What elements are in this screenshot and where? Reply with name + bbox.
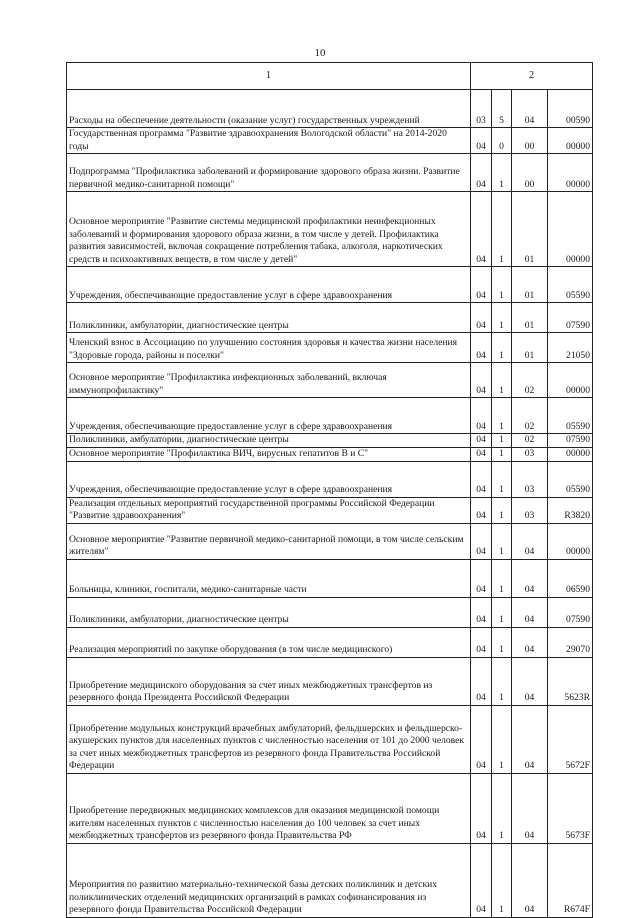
row-name: Основное мероприятие "Развитие системы медицинской профилактики неинфекционных заболеваний и формирования здорового образа жизни, в том числе у детей. Профилактика развития зависимостей, включая сокращение потребления табака, алкоголя, наркотических средств и психоактивных веществ, в том числе у детей" <box>67 192 471 267</box>
code-activity: 02 <box>512 398 548 434</box>
code-direction: 21050 <box>548 333 593 363</box>
code-program: 1 <box>492 773 512 843</box>
code-activity: 04 <box>512 90 548 128</box>
row-name: Учреждения, обеспечивающие предоставление услуг в сфере здравоохранения <box>67 267 471 303</box>
code-activity: 01 <box>512 192 548 267</box>
table-row <box>67 843 593 917</box>
row-name: Больницы, клиники, госпитали, медико-санитарные части <box>67 559 471 597</box>
code-activity: 04 <box>512 597 548 627</box>
code-direction: 05590 <box>548 267 593 303</box>
row-name: Приобретение медицинского оборудования за счет иных межбюджетных трансфертов из резервного фонда Президента Российской Федерации <box>67 657 471 705</box>
code-section: 04 <box>471 333 492 363</box>
header-col-2: 2 <box>471 63 593 90</box>
table-row <box>67 303 593 333</box>
code-direction: 00000 <box>548 447 593 461</box>
code-direction: 5673F <box>548 773 593 843</box>
code-direction: 07590 <box>548 597 593 627</box>
row-name: Поликлиники, амбулатории, диагностические центры <box>67 303 471 333</box>
code-program: 1 <box>492 192 512 267</box>
code-program: 1 <box>492 843 512 917</box>
code-program: 1 <box>492 523 512 559</box>
code-program: 1 <box>492 447 512 461</box>
code-activity: 01 <box>512 267 548 303</box>
table-row <box>67 154 593 192</box>
code-section: 04 <box>471 705 492 773</box>
code-direction: 07590 <box>548 303 593 333</box>
code-program: 1 <box>492 627 512 657</box>
code-program: 5 <box>492 90 512 128</box>
table-row <box>67 559 593 597</box>
row-name: Членский взнос в Ассоциацию по улучшению состояния здоровья и качества жизни населения "Здоровые города, районы и поселки" <box>67 333 471 363</box>
code-activity: 02 <box>512 363 548 398</box>
code-program: 1 <box>492 398 512 434</box>
table-row <box>67 773 593 843</box>
code-direction: 00000 <box>548 154 593 192</box>
row-name: Мероприятия по развитию материально-технической базы детских поликлиник и детских поликлинических отделений медицинских организаций в рамках софинансирования из резервного фонда Правительства Российской Федерации <box>67 843 471 917</box>
code-direction: 5672F <box>548 705 593 773</box>
code-activity: 03 <box>512 461 548 497</box>
budget-table-body <box>67 63 593 918</box>
code-activity: 04 <box>512 627 548 657</box>
row-name: Основное мероприятие "Развитие первичной медико-санитарной помощи, в том числе сельским жителям" <box>67 523 471 559</box>
code-section: 04 <box>471 627 492 657</box>
code-section: 04 <box>471 461 492 497</box>
code-program: 1 <box>492 705 512 773</box>
table-row <box>67 627 593 657</box>
code-direction: 05590 <box>548 398 593 434</box>
code-section: 04 <box>471 523 492 559</box>
code-activity: 03 <box>512 497 548 523</box>
code-section: 04 <box>471 192 492 267</box>
code-section: 04 <box>471 447 492 461</box>
table-row <box>67 705 593 773</box>
code-direction: 07590 <box>548 434 593 448</box>
table-header-row <box>67 63 593 90</box>
code-activity: 04 <box>512 657 548 705</box>
code-activity: 04 <box>512 523 548 559</box>
code-program: 1 <box>492 597 512 627</box>
row-name: Поликлиники, амбулатории, диагностические центры <box>67 597 471 627</box>
row-name: Государственная программа "Развитие здравоохранения Вологодской области" на 2014-2020 годы <box>67 128 471 154</box>
table-row <box>67 497 593 523</box>
code-direction: 00000 <box>548 363 593 398</box>
code-activity: 03 <box>512 447 548 461</box>
code-direction: 05590 <box>548 461 593 497</box>
code-program: 1 <box>492 363 512 398</box>
code-direction: 00000 <box>548 128 593 154</box>
code-program: 0 <box>492 128 512 154</box>
code-activity: 01 <box>512 303 548 333</box>
code-activity: 04 <box>512 843 548 917</box>
code-section: 04 <box>471 773 492 843</box>
code-direction: 00590 <box>548 90 593 128</box>
table-row <box>67 90 593 128</box>
code-section: 03 <box>471 90 492 128</box>
code-section: 04 <box>471 843 492 917</box>
code-program: 1 <box>492 461 512 497</box>
row-name: Поликлиники, амбулатории, диагностические центры <box>67 434 471 448</box>
code-program: 1 <box>492 267 512 303</box>
table-row <box>67 434 593 448</box>
row-name: Основное мероприятие "Профилактика инфекционных заболеваний, включая иммунопрофилактику" <box>67 363 471 398</box>
code-section: 04 <box>471 154 492 192</box>
code-section: 04 <box>471 559 492 597</box>
page-number: 10 <box>314 47 326 59</box>
code-section: 04 <box>471 267 492 303</box>
row-name: Реализация отдельных мероприятий государственной программы Российской Федерации "Развитие здравоохранения" <box>67 497 471 523</box>
table-row <box>67 192 593 267</box>
code-direction: 06590 <box>548 559 593 597</box>
row-name: Расходы на обеспечение деятельности (оказание услуг) государственных учреждений <box>67 90 471 128</box>
table-row <box>67 128 593 154</box>
code-section: 04 <box>471 398 492 434</box>
header-col-1: 1 <box>67 63 471 90</box>
code-program: 1 <box>492 303 512 333</box>
code-program: 1 <box>492 497 512 523</box>
code-program: 1 <box>492 434 512 448</box>
row-name: Основное мероприятие "Профилактика ВИЧ, вирусных гепатитов В и С" <box>67 447 471 461</box>
table-row <box>67 398 593 434</box>
code-direction: R3820 <box>548 497 593 523</box>
code-direction: 00000 <box>548 523 593 559</box>
code-activity: 01 <box>512 333 548 363</box>
table-row <box>67 657 593 705</box>
table-row <box>67 523 593 559</box>
row-name: Приобретение передвижных медицинских комплексов для оказания медицинской помощи жителям населенных пунктов с численностью населения до 100 человек за счет иных межбюджетных трансфертов из резервного фонда Правительства РФ <box>67 773 471 843</box>
table-row <box>67 267 593 303</box>
code-direction: 29070 <box>548 627 593 657</box>
code-section: 04 <box>471 128 492 154</box>
code-program: 1 <box>492 333 512 363</box>
table-row <box>67 447 593 461</box>
code-activity: 00 <box>512 128 548 154</box>
code-activity: 04 <box>512 705 548 773</box>
code-section: 04 <box>471 363 492 398</box>
code-program: 1 <box>492 154 512 192</box>
code-section: 04 <box>471 497 492 523</box>
code-direction: 00000 <box>548 192 593 267</box>
code-section: 04 <box>471 597 492 627</box>
budget-table <box>66 62 593 918</box>
code-section: 04 <box>471 434 492 448</box>
code-program: 1 <box>492 559 512 597</box>
row-name: Подпрограмма "Профилактика заболеваний и формирование здорового образа жизни. Развитие первичной медико-санитарной помощи" <box>67 154 471 192</box>
table-row <box>67 333 593 363</box>
code-activity: 00 <box>512 154 548 192</box>
table-row <box>67 597 593 627</box>
code-program: 1 <box>492 657 512 705</box>
code-activity: 04 <box>512 773 548 843</box>
row-name: Учреждения, обеспечивающие предоставление услуг в сфере здравоохранения <box>67 461 471 497</box>
row-name: Реализация мероприятий по закупке оборудования (в том числе медицинского) <box>67 627 471 657</box>
code-direction: 5623R <box>548 657 593 705</box>
code-activity: 04 <box>512 559 548 597</box>
code-direction: R674F <box>548 843 593 917</box>
row-name: Учреждения, обеспечивающие предоставление услуг в сфере здравоохранения <box>67 398 471 434</box>
table-row <box>67 363 593 398</box>
code-section: 04 <box>471 657 492 705</box>
code-activity: 02 <box>512 434 548 448</box>
row-name: Приобретение модульных конструкций врачебных амбулаторий, фельдшерских и фельдшерско-акушерских пунктов для населенных пунктов с численностью населения от 101 до 2000 человек за счет иных межбюджетных трансфертов из резервного фонда Правительства Российской Федерации <box>67 705 471 773</box>
table-row <box>67 461 593 497</box>
code-section: 04 <box>471 303 492 333</box>
